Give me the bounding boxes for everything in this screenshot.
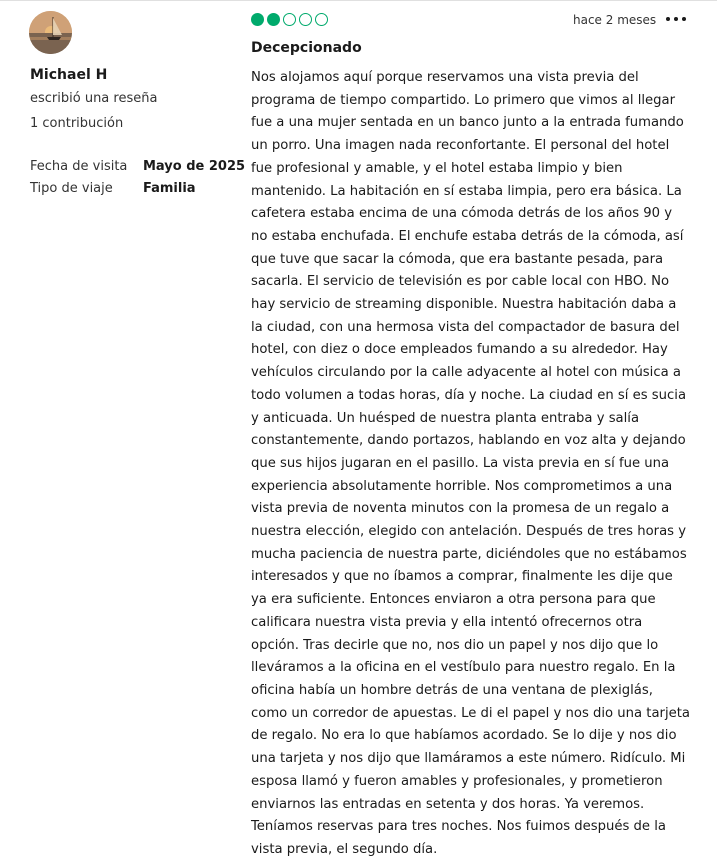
rating-bubble-filled [251,13,264,26]
trip-type-value: Familia [143,181,196,196]
rating-bubble-empty [299,13,312,26]
dot-icon [666,17,670,21]
dot-icon [674,17,678,21]
visit-date-value: Mayo de 2025 [143,159,246,174]
avatar-image [29,11,72,54]
reviewer-name[interactable]: Michael H [30,67,108,83]
more-options-icon[interactable] [666,11,686,27]
rating-bubble-empty [315,13,328,26]
review-title: Decepcionado [251,40,362,56]
rating-bubble-filled [267,13,280,26]
reviewer-contributions: 1 contribución [30,116,124,131]
visit-date-label: Fecha de visita [30,159,128,174]
top-divider [0,0,717,1]
dot-icon [682,17,686,21]
rating-bubbles [251,13,328,26]
trip-type-label: Tipo de viaje [30,181,113,196]
review-date: hace 2 meses [573,13,657,27]
avatar[interactable] [29,11,72,54]
trip-type-row [30,181,196,196]
visit-date-row [30,159,245,174]
review-body: Nos alojamos aquí porque reservamos una vista previa del programa de tiempo compartido. Lo primero que vimos al llegar fue a una mujer sentada en un banco junto a la entrada fumando un porro. Una imagen nada reconfortante. El personal del hotel fue profesional y amable, y el hotel estaba limpio y bien mantenido. La habitación en sí estaba limpia, pero era básica. La cafetera estaba encima de una cómoda detrás de los años 90 y no estaba enchufada. El enchufe estaba detrás de la cómoda, así que tuve que sacar la cómoda, que era bastante pesada, para sacarla. El servicio de televisión es por cable local con HBO. No hay servicio de streaming disponible. Nuestra habitación daba a la ciudad, con una hermosa vista del compactador de basura del hotel, con diez o doce empleados fumando a su alrededor. Hay vehículos circulando por la calle adyacente al hotel con música a todo volumen a todas horas, día y noche. La ciudad en sí es sucia y anticuada. Un huésped de nuestra planta entraba y salía constantemente, dando portazos, hablando en voz alta y dejando que sus hijos jugaran en el pasillo. La vista previa en sí fue una experiencia absolutamente horrible. Nos comprometimos a una vista previa de noventa minutos con la promesa de un regalo a nuestra elección, elegido con antelación. Después de tres horas y mucha paciencia de nuestra parte, diciéndoles que no estábamos interesados y que no íbamos a comprar, finalmente les dije que ya era suficiente. Entonces enviaron a otra persona para que calificara nuestra vista previa y ella intentó ofrecernos otra opción. Tras decirle que no, nos dio un papel y nos dijo que lo lleváramos a la oficina en el vestíbulo para nuestro regalo. En la oficina había un hombre detrás de una ventana de plexiglás, como un corredor de apuestas. Le di el papel y nos dio una tarjeta de regalo. No era lo que habíamos acordado. Se lo dije y nos dio una tarjeta y nos dijo que llamáramos a este número. Ridículo. Mi esposa llamó y fueron amables y profesionales, y prometieron enviarnos las entradas en setenta y dos horas. Ya veremos. Teníamos reservas para tres noches. Nos fuimos después de la vista previa, el segundo día. [251,70,690,857]
rating-bubble-empty [283,13,296,26]
reviewer-action: escribió una reseña [30,91,158,106]
